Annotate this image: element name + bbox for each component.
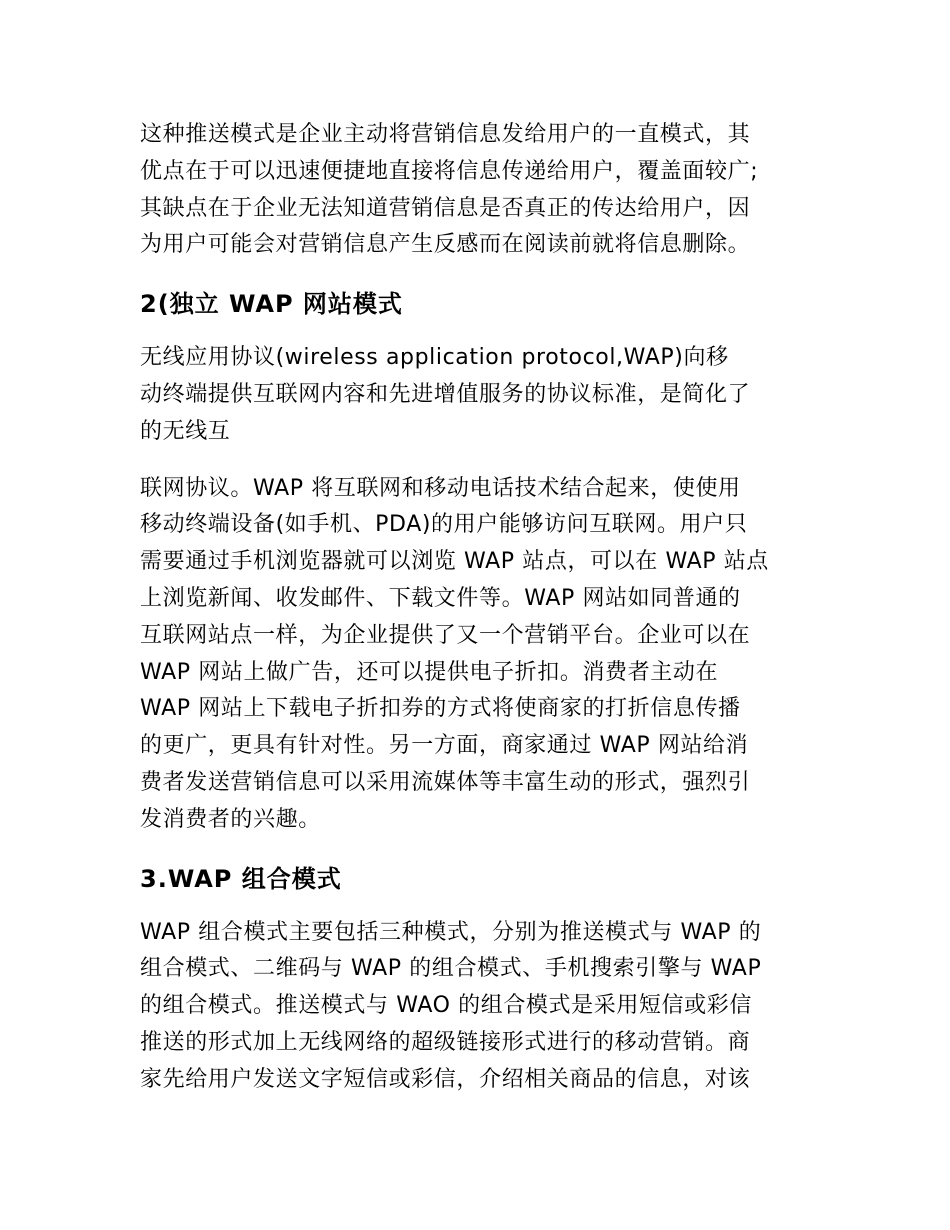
paragraph-push-mode [140, 117, 812, 264]
text-line: 优点在于可以迅速便捷地直接将信息传递给用户，覆盖面较广; [140, 158, 759, 184]
text-line: 其缺点在于企业无法知道营销信息是否真正的传达给用户，因 [140, 195, 751, 221]
text-line: 移动终端设备(如手机、PDA)的用户能够访问互联网。用户只 [140, 512, 748, 538]
document-body [140, 117, 812, 1099]
heading-standalone-wap: 2(独立 WAP 网站模式 [140, 290, 403, 319]
heading-wap-combination: 3.WAP 组合模式 [140, 864, 342, 893]
text-line: 这种推送模式是企业主动将营销信息发给用户的一直模式，其 [140, 122, 751, 147]
paragraph-wap-protocol [140, 471, 812, 839]
paragraph-combination-modes [140, 915, 812, 1099]
text-line: WAP 组合模式主要包括三种模式，分别为推送模式与 WAP 的 [140, 919, 762, 945]
text-line: 上浏览新闻、收发邮件、下载文件等。WAP 网站如同普通的 [140, 585, 741, 611]
text-line: WAP 网站上做广告，还可以提供电子折扣。消费者主动在 [140, 659, 719, 685]
text-line: WAP 网站上下载电子折扣券的方式将使商家的打折信息传播 [140, 696, 741, 722]
text-line: 的更广，更具有针对性。另一方面，商家通过 WAP 网站给消 [140, 733, 749, 759]
text-line: 互联网站点一样，为企业提供了又一个营销平台。企业可以在 [140, 622, 751, 648]
text-line: 发消费者的兴趣。 [140, 806, 321, 832]
text-line: 动终端提供互联网内容和先进增值服务的协议标准，是简化了 [140, 381, 751, 407]
paragraph-wap-definition [140, 340, 812, 450]
text-line: 的组合模式。推送模式与 WAO 的组合模式是采用短信或彩信 [140, 993, 752, 1019]
text-line: 组合模式、二维码与 WAP 的组合模式、手机搜索引擎与 WAP [140, 956, 762, 982]
text-line: 需要通过手机浏览器就可以浏览 WAP 站点，可以在 WAP 站点 [140, 549, 769, 575]
text-line: 家先给用户发送文字短信或彩信，介绍相关商品的信息，对该 [140, 1066, 751, 1092]
text-line: 费者发送营销信息可以采用流媒体等丰富生动的形式，强烈引 [140, 769, 751, 795]
text-line: 联网协议。WAP 将互联网和移动电话技术结合起来，使使用 [140, 475, 741, 501]
text-line: 推送的形式加上无线网络的超级链接形式进行的移动营销。商 [140, 1029, 751, 1055]
text-line: 为用户可能会对营销信息产生反感而在阅读前就将信息删除。 [140, 232, 751, 258]
text-line: 的无线互 [140, 418, 231, 444]
text-line: 无线应用协议(wireless application protocol,WAP)向移 [140, 345, 729, 371]
